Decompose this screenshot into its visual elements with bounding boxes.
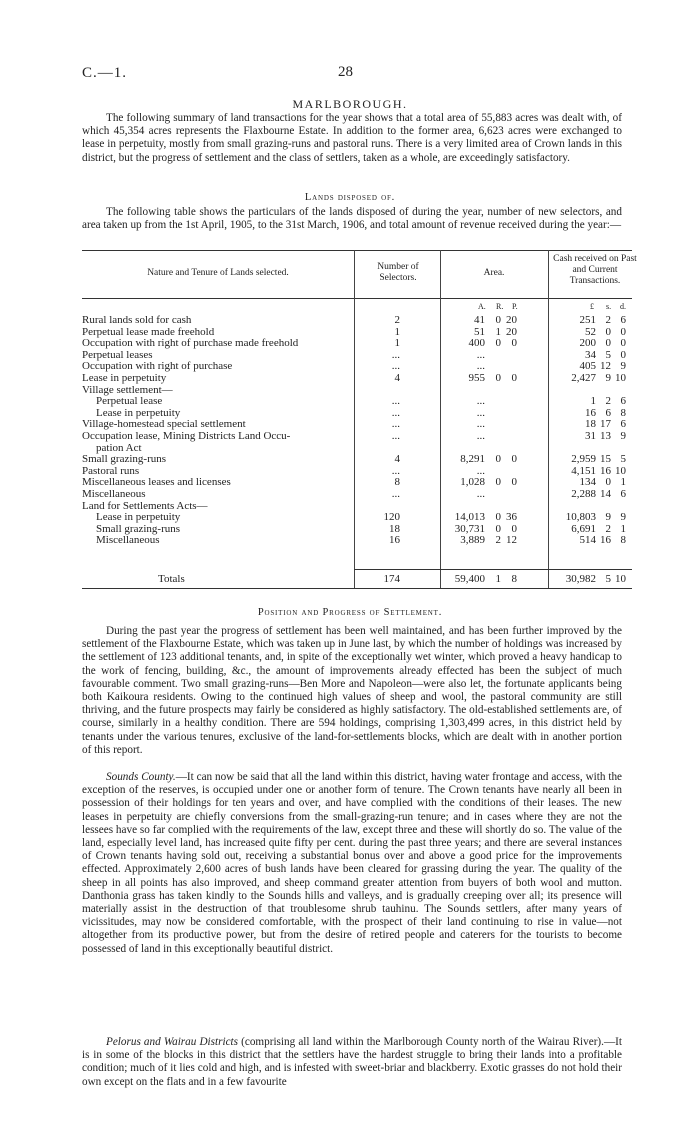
position-heading: Position and Progress of Settlement. <box>257 607 443 618</box>
row-cash-shillings: 2 <box>605 314 611 326</box>
row-cash-pence: 9 <box>620 430 626 442</box>
row-selectors: 4 <box>394 453 400 466</box>
row-area-perches: 36 <box>506 511 517 524</box>
row-selectors: ... <box>391 395 400 408</box>
row-cash-shillings: 14 <box>600 488 611 500</box>
totals-rule <box>354 569 632 570</box>
row-cash-pence: 9 <box>620 360 626 373</box>
row-cash-shillings: 9 <box>605 511 611 524</box>
row-selectors: ... <box>391 348 400 361</box>
cash-unit-shillings: s. <box>606 302 612 311</box>
row-label: Miscellaneous <box>96 534 160 547</box>
table-header-rule <box>82 298 632 299</box>
row-area-acres: 41 <box>474 314 485 326</box>
row-cash-pounds: 52 <box>585 325 596 338</box>
row-selectors: 8 <box>394 476 400 489</box>
row-cash-pounds: 2,959 <box>571 453 596 466</box>
row-cash-pounds: 1 <box>590 395 596 408</box>
row-cash-pence: 6 <box>620 488 626 500</box>
row-area-acres: 30,731 <box>454 522 485 535</box>
area-unit-acres: A. <box>478 302 486 311</box>
row-cash-pounds: 6,691 <box>571 522 596 535</box>
row-cash-shillings: 16 <box>600 464 611 477</box>
position-text: During the past year the progress of settlement has been well maintained, and has been further improved by the settlement of the Flaxbourne Estate, which was taken up in June last, by which the number of holdings was increased by the settlement of 123 additional tenants, and, in spite of the exceptionally wet winter, which proved a heavy handicap to the work of fencing, building, &c., the amount of improvements already effected has been the subject of much favourable comment. Two small grazing-runs—Ben More and Napoleon—were also let, the fortunate applicants being both Kaikoura residents. Owing to the continued high values of sheep and wool, the pastoral community are still thriving, and the future prospects may fairly be considered as highly satisfactory. The old-established settlements are, of course, similarly in a healthy condition. There are 594 holdings, comprising 1,303,499 acres, in this district held by tenants under the various tenures, exclusive of the land-for-settlements blocks, which are dealt with in another portion of this report. <box>82 625 622 756</box>
row-cash-pence: 9 <box>620 511 626 524</box>
row-cash-pounds: 34 <box>585 348 596 361</box>
row-label: Pastoral runs <box>82 464 140 477</box>
pelorus-text: (comprising all land within the Marlborough County north of the Wairau River).—It is in some of the blocks in this district that the settlers have the hardest struggle to bring their lands into a profitable condition; much of it lies cold and high, and is infested with sweet-briar and blackberry. Exotic grasses do not hold their own except on the flats and in a few favourite <box>82 1036 622 1088</box>
row-area-acres: 3,889 <box>460 534 485 547</box>
row-cash-pence: 0 <box>620 348 626 361</box>
table-row <box>0 337 700 349</box>
row-cash-shillings: 9 <box>605 372 611 384</box>
row-cash-pence: 0 <box>620 337 626 350</box>
row-cash-pence: 8 <box>620 534 626 547</box>
row-cash-shillings: 2 <box>605 522 611 535</box>
row-cash-shillings: 16 <box>600 534 611 547</box>
row-selectors: ... <box>391 430 400 442</box>
row-label: Land for Settlements Acts— <box>82 499 208 512</box>
lands-heading: Lands disposed of. <box>304 192 396 203</box>
table-row <box>0 372 700 384</box>
row-cash-pounds: 31 <box>585 430 596 442</box>
table-row <box>0 314 700 326</box>
section-title: MARLBOROUGH. <box>292 97 408 111</box>
row-area-roods: 2 <box>495 534 501 547</box>
row-cash-pence: 10 <box>615 372 626 384</box>
row-area-roods: 0 <box>495 453 501 466</box>
row-cash-pence: 0 <box>620 325 626 338</box>
row-area-acres: 400 <box>468 337 485 350</box>
table-row <box>0 349 700 361</box>
row-area-acres: 1,028 <box>460 476 485 489</box>
row-label: Occupation with right of purchase made freehold <box>82 337 299 350</box>
row-cash-pounds: 10,803 <box>565 511 596 524</box>
document-reference: C.—1. <box>82 65 128 81</box>
row-cash-pence: 6 <box>620 418 626 431</box>
row-label: Totals <box>158 573 185 585</box>
row-area-acres: ... <box>476 430 485 442</box>
row-area-acres: 14,013 <box>454 511 485 524</box>
row-label: Miscellaneous leases and licenses <box>82 476 231 489</box>
row-area-roods: 0 <box>495 337 501 350</box>
row-cash-pounds: 251 <box>579 314 596 326</box>
table-row <box>0 395 700 407</box>
row-area-acres: 51 <box>474 325 485 338</box>
row-cash-pounds: 2,288 <box>571 488 596 500</box>
row-area-perches: 0 <box>511 453 517 466</box>
row-area-perches: 12 <box>506 534 517 547</box>
header-selectors: Number of Selectors. <box>377 262 419 283</box>
table-row <box>0 384 700 396</box>
table-row <box>0 511 700 523</box>
row-selectors: ... <box>391 464 400 477</box>
table-top-rule <box>82 250 632 251</box>
row-label: pation Act <box>96 441 142 454</box>
row-cash-pounds: 30,982 <box>565 573 596 585</box>
sounds-lead: Sounds County. <box>106 771 176 783</box>
row-selectors: 1 <box>394 337 400 350</box>
row-area-roods: 0 <box>495 372 501 384</box>
sounds-paragraph <box>82 771 622 956</box>
row-label: Small grazing-runs <box>96 522 181 535</box>
table-row <box>0 476 700 488</box>
table-row <box>0 326 700 338</box>
row-cash-shillings: 5 <box>605 348 611 361</box>
row-label: Perpetual lease <box>96 395 163 408</box>
row-cash-pounds: 2,427 <box>571 372 596 384</box>
lands-paragraph <box>82 206 622 232</box>
row-area-roods: 0 <box>495 476 501 489</box>
pelorus-paragraph <box>82 1036 622 1089</box>
row-cash-shillings: 0 <box>605 476 611 489</box>
row-area-acres: 955 <box>468 372 485 384</box>
row-cash-pounds: 16 <box>585 406 596 419</box>
table-row <box>0 500 700 512</box>
row-area-perches: 8 <box>511 573 517 585</box>
row-cash-pence: 6 <box>620 395 626 408</box>
row-selectors: 1 <box>394 325 400 338</box>
row-cash-pence: 6 <box>620 314 626 326</box>
row-cash-pence: 10 <box>615 573 626 585</box>
table-row <box>0 523 700 535</box>
row-selectors: 2 <box>394 314 400 326</box>
page-number: 28 <box>338 64 353 80</box>
row-cash-pence: 1 <box>620 522 626 535</box>
row-area-perches: 0 <box>511 476 517 489</box>
row-selectors: 120 <box>383 511 400 524</box>
totals-row-content <box>0 573 700 585</box>
row-cash-shillings: 0 <box>605 337 611 350</box>
row-area-roods: 1 <box>495 573 501 585</box>
row-cash-pence: 10 <box>615 464 626 477</box>
row-label: Occupation lease, Mining Districts Land Occu- <box>82 430 291 442</box>
table-row <box>0 430 700 442</box>
table-bottom-rule <box>82 588 632 589</box>
row-area-perches: 0 <box>511 337 517 350</box>
row-cash-pounds: 134 <box>579 476 596 489</box>
row-cash-pence: 8 <box>620 406 626 419</box>
table-row <box>0 453 700 465</box>
row-area-perches: 0 <box>511 372 517 384</box>
table-row <box>0 407 700 419</box>
header-nature: Nature and Tenure of Lands selected. <box>147 268 289 278</box>
row-cash-pence: 5 <box>620 453 626 466</box>
row-area-acres: ... <box>476 395 485 408</box>
row-cash-shillings: 0 <box>605 325 611 338</box>
row-label: Rural lands sold for cash <box>82 314 192 326</box>
row-area-roods: 0 <box>495 522 501 535</box>
row-cash-pounds: 4,151 <box>571 464 596 477</box>
row-cash-pence: 1 <box>620 476 626 489</box>
row-cash-shillings: 15 <box>600 453 611 466</box>
area-unit-roods: R. <box>496 302 504 311</box>
cash-unit-pounds: £ <box>590 302 594 311</box>
row-label: Lease in perpetuity <box>96 406 181 419</box>
table-row <box>0 360 700 372</box>
row-area-acres: ... <box>476 348 485 361</box>
row-cash-shillings: 5 <box>605 573 611 585</box>
intro-paragraph <box>82 112 622 165</box>
row-area-roods: 1 <box>495 325 501 338</box>
row-label: Lease in perpetuity <box>96 511 181 524</box>
row-cash-shillings: 17 <box>600 418 611 431</box>
cash-unit-pence: d. <box>620 302 626 311</box>
row-label: Perpetual lease made freehold <box>82 325 215 338</box>
row-cash-pounds: 514 <box>579 534 596 547</box>
pelorus-lead: Pelorus and Wairau Districts <box>106 1036 239 1048</box>
sounds-text: —It can now be said that all the land within this district, having water frontage and access, with the exception of the reserves, is occupied under one or another form of tenure. The Crown tenants have nearly all been in possession of their holdings for ten years and over, and have complied with the conditions of their leases. The new leases in perpetuity are chiefly conversions from the small-grazing-run tenure; and in cases where they are not the lessees have so far complied with the requirements of the law, except three and these will shortly do so. The value of the land, especially level land, has increased quite fifty per cent. during the past three years; and there are several instances of Crown tenants having sold out, receiving a substantial bonus over and above a good price for the improvements effected. Approximately 2,600 acres of bush lands have been cleared for grassing during the year. The quality of the sheep in all points has also improved, and sheep command greater attention from buyers of both wool and mutton. Danthonia grass has taken kindly to the Sounds hills and valleys, and is gradually creeping over all; its presence will materially assist in the destruction of that troublesome shrub tauhinu. The Sounds settlers, after many years of vicissitudes, may now be considered comfortable, with the prospect of their land continuing to rise in value—not altogether from its productive power, but from the desire of retired people and caterers for the tourists to become possessed of land in this exceptionally beautiful district. <box>82 771 622 955</box>
row-cash-shillings: 6 <box>605 406 611 419</box>
row-area-roods: 0 <box>495 314 501 326</box>
table-row <box>0 442 700 454</box>
row-cash-shillings: 12 <box>600 360 611 373</box>
row-selectors: ... <box>391 418 400 431</box>
row-cash-shillings: 13 <box>600 430 611 442</box>
table-row <box>0 465 700 477</box>
row-label: Lease in perpetuity <box>82 372 167 384</box>
row-label: Small grazing-runs <box>82 453 167 466</box>
row-selectors: 18 <box>389 522 400 535</box>
table-row <box>0 488 700 500</box>
row-label: Village-homestead special settlement <box>82 418 246 431</box>
row-label: Occupation with right of purchase <box>82 360 233 373</box>
row-cash-shillings: 2 <box>605 395 611 408</box>
row-selectors: 4 <box>394 372 400 384</box>
row-area-acres: 59,400 <box>454 573 485 585</box>
row-area-perches: 20 <box>506 314 517 326</box>
row-label: Perpetual leases <box>82 348 153 361</box>
row-selectors: 174 <box>383 573 400 585</box>
table-row <box>0 418 700 430</box>
row-cash-pounds: 18 <box>585 418 596 431</box>
row-selectors: ... <box>391 406 400 419</box>
position-paragraph <box>82 625 622 757</box>
row-area-acres: ... <box>476 360 485 373</box>
row-area-acres: ... <box>476 406 485 419</box>
row-area-acres: ... <box>476 488 485 500</box>
area-unit-perches: P. <box>512 302 518 311</box>
row-cash-pounds: 405 <box>579 360 596 373</box>
lands-text: The following table shows the particulars of the lands disposed of during the year, number of new selectors, and area taken up from the 1st April, 1905, to the 31st March, 1906, and total amount of revenue received during the year:— <box>82 206 622 232</box>
row-label: Miscellaneous <box>82 488 146 500</box>
row-label: Village settlement— <box>82 383 173 396</box>
row-area-perches: 20 <box>506 325 517 338</box>
intro-text: The following summary of land transactions for the year shows that a total area of 55,883 acres was dealt with, of which 45,354 acres represents the Flaxbourne Estate. In addition to the former area, 6,623 acres were exchanged to lease in perpetuity, mostly from small grazing-runs and pastoral runs. There is a very limited area of Crown lands in this district, but the progress of settlement and the class of settlers, taken as a whole, are exceedingly satisfactory. <box>82 112 622 164</box>
table-row <box>0 534 700 546</box>
header-area: Area. <box>483 268 505 278</box>
row-area-acres: ... <box>476 418 485 431</box>
row-area-perches: 0 <box>511 522 517 535</box>
row-cash-pounds: 200 <box>579 337 596 350</box>
row-selectors: ... <box>391 360 400 373</box>
row-area-acres: ... <box>476 464 485 477</box>
header-cash: Cash received on Past and Current Transactions. <box>553 254 637 286</box>
row-area-roods: 0 <box>495 511 501 524</box>
row-selectors: 16 <box>389 534 400 547</box>
row-area-acres: 8,291 <box>460 453 485 466</box>
row-selectors: ... <box>391 488 400 500</box>
